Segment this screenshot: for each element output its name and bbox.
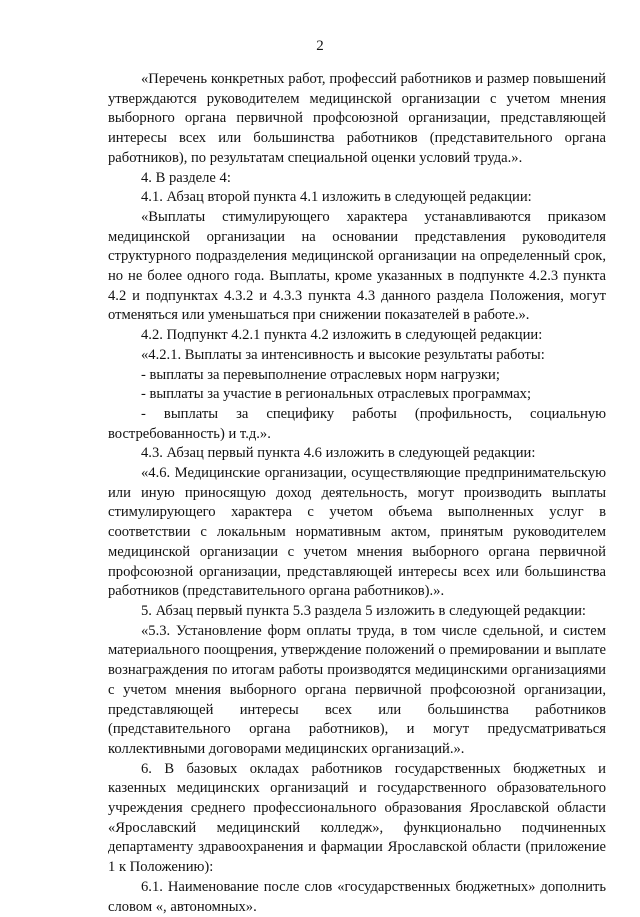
paragraph-6-1: 6.1. Наименование после слов «государственных бюджетных» дополнить словом «, автономных». — [108, 878, 606, 915]
paragraph-4-2-1: «4.2.1. Выплаты за интенсивность и высокие результаты работы: — [141, 346, 545, 363]
paragraph-5-3: «5.3. Установление форм оплаты труда, в том числе сдельной, и систем материального поощрения, утверждение положений о премировании и выплате вознаграждения по итогам работы производятся медицинскими организациями с учетом мнения выборного органа первичной профсоюзной организации, представляющей интересы всех или большинства работников (представительного органа работников), и могут предусматриваться коллективными договорами медицинских организаций.». — [108, 622, 606, 757]
list-item-specifics: - выплаты за специфику работы (профильность, социальную востребованность) и т.д.». — [108, 405, 606, 442]
paragraph-4-1: 4.1. Абзац второй пункта 4.1 изложить в следующей редакции: — [141, 189, 532, 206]
paragraph-list-of-works: «Перечень конкретных работ, профессий работников и размер повышений утверждаются руководителем медицинской организации с учетом мнения выборного органа первичной профсоюзной организации, представляющей интересы всех или большинства работников (представительного органа работников), по результатам специальной оценки условий труда.». — [108, 71, 606, 166]
paragraph-5: 5. Абзац первый пункта 5.3 раздела 5 изложить в следующей редакции: — [141, 602, 586, 619]
document-body — [108, 70, 606, 917]
paragraph-6: 6. В базовых окладах работников государственных бюджетных и казенных медицинских организаций и государственного образовательного учреждения среднего профессионального образования Ярославской области «Ярославский медицинский колледж», функционально подчиненных департаменту здравоохранения и фармации Ярославской области (приложение 1 к Положению): — [108, 760, 606, 876]
list-item-programs: - выплаты за участие в региональных отраслевых программах; — [141, 386, 532, 403]
page-number: 2 — [316, 38, 324, 54]
list-item-norms: - выплаты за перевыполнение отраслевых норм нагрузки; — [141, 366, 500, 383]
paragraph-4-2: 4.2. Подпункт 4.2.1 пункта 4.2 изложить в следующей редакции: — [141, 327, 543, 344]
paragraph-incentive-payments: «Выплаты стимулирующего характера устанавливаются приказом медицинской организации на основании представления руководителя структурного подразделения медицинской организации на определенный срок, но не более одного года. Выплаты, кроме указанных в подпункте 4.2.3 пункта 4.2 и подпунктах 4.3.2 и 4.3.3 пункта 4.3 данного раздела Положения, могут отменяться или уменьшаться при снижении показателей в работе.». — [108, 208, 606, 324]
paragraph-4-3: 4.3. Абзац первый пункта 4.6 изложить в следующей редакции: — [141, 445, 536, 462]
paragraph-section-4-heading: 4. В разделе 4: — [141, 169, 231, 186]
paragraph-4-6: «4.6. Медицинские организации, осуществляющие предпринимательскую или иную приносящую доход деятельность, могут производить выплаты стимулирующего характера с учетом объема выполненных услуг в соответствии с локальным нормативным актом, принятым руководителем медицинской организации с учетом мнения выборного органа первичной профсоюзной организации, представляющей интересы всех или большинства работников (представительного органа работников).». — [108, 465, 606, 600]
